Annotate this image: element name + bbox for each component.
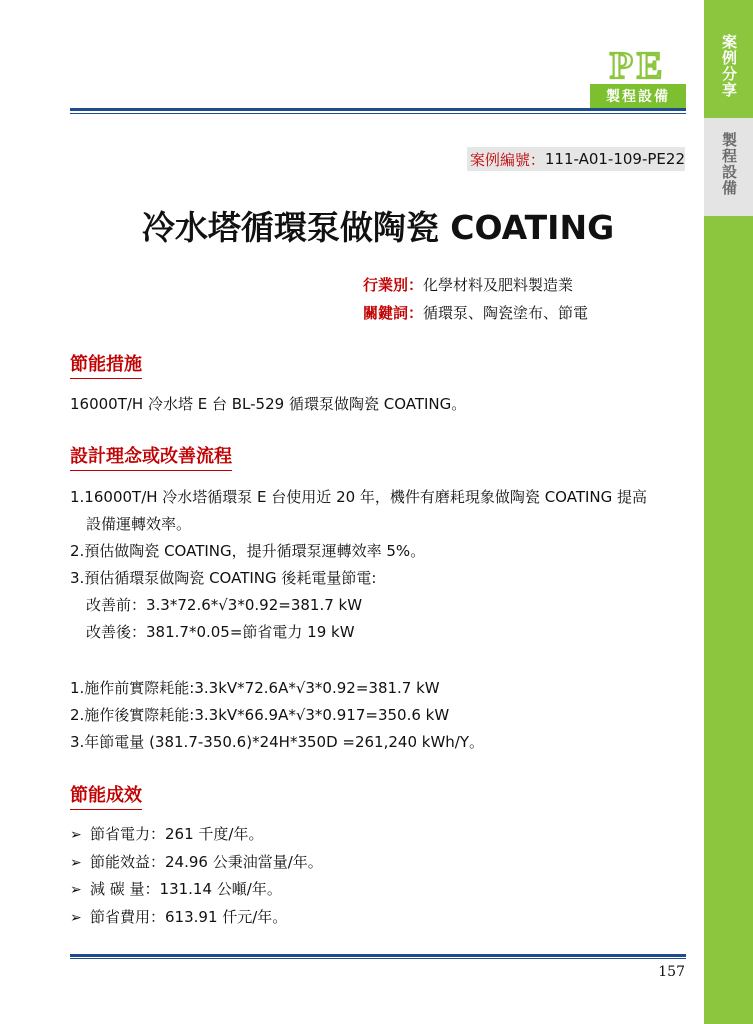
results-item bbox=[70, 906, 287, 927]
design-line: 1.施作前實際耗能:3.3kV*72.6A*√3*0.92=381.7 kW bbox=[70, 679, 440, 697]
sidebar-tab-label: 製程設備 bbox=[720, 132, 738, 196]
results-item-text: 節能效益：24.96 公秉油當量/年。 bbox=[90, 853, 323, 871]
keywords-label: 關鍵詞： bbox=[363, 304, 424, 322]
results-item-text: 減 碳 量：131.14 公噸/年。 bbox=[90, 880, 282, 898]
results-item-text: 節省電力：261 千度/年。 bbox=[90, 825, 264, 843]
results-item bbox=[70, 878, 282, 899]
case-number bbox=[467, 147, 685, 171]
design-line: 1.16000T/H 冷水塔循環泵 E 台使用近 20 年，機件有磨耗現象做陶瓷 COATING 提高 bbox=[70, 488, 648, 506]
arrow-bullet-icon: ➢ bbox=[70, 855, 82, 871]
arrow-bullet-icon: ➢ bbox=[70, 910, 82, 926]
category-badge: 製程設備 bbox=[590, 84, 686, 108]
pe-logo bbox=[593, 47, 683, 83]
sidebar-tab-label: 案例分享 bbox=[720, 34, 738, 98]
industry-value: 化學材料及肥料製造業 bbox=[423, 276, 574, 294]
measures-text: 16000T/H 冷水塔 E 台 BL-529 循環泵做陶瓷 COATING。 bbox=[70, 395, 467, 413]
case-number-value: 111-A01-109-PE22 bbox=[544, 150, 685, 168]
industry-label: 行業別： bbox=[363, 276, 424, 294]
design-line: 3.預估循環泵做陶瓷 COATING 後耗電量節電: bbox=[70, 569, 377, 587]
results-item bbox=[70, 823, 263, 844]
sidebar-tab-case-sharing[interactable] bbox=[704, 0, 753, 118]
footer-divider bbox=[70, 954, 686, 959]
header-divider bbox=[70, 108, 686, 114]
section-heading-measures: 節能措施 bbox=[70, 350, 142, 379]
results-item-text: 節省費用：613.91 仟元/年。 bbox=[90, 908, 288, 926]
design-line: 改善後：381.7*0.05=節省電力 19 kW bbox=[86, 623, 355, 641]
results-item bbox=[70, 851, 323, 872]
design-line: 改善前：3.3*72.6*√3*0.92=381.7 kW bbox=[86, 596, 363, 614]
case-number-label: 案例編號： bbox=[469, 150, 545, 169]
page-number: 157 bbox=[658, 964, 685, 980]
arrow-bullet-icon: ➢ bbox=[70, 882, 82, 898]
logo-text: PE bbox=[609, 47, 667, 83]
arrow-bullet-icon: ➢ bbox=[70, 827, 82, 843]
design-line: 2.預估做陶瓷 COATING，提升循環泵運轉效率 5%。 bbox=[70, 542, 426, 560]
design-line: 2.施作後實際耗能:3.3kV*66.9A*√3*0.917=350.6 kW bbox=[70, 706, 450, 724]
design-line: 設備運轉效率。 bbox=[86, 515, 192, 533]
section-heading-design: 設計理念或改善流程 bbox=[70, 442, 232, 471]
keywords-line bbox=[363, 302, 588, 323]
design-line: 3.年節電量 (381.7-350.6)*24H*350D =261,240 kWh/Y。 bbox=[70, 733, 485, 751]
sidebar-tab-process-equipment[interactable] bbox=[704, 118, 753, 216]
section-heading-results: 節能成效 bbox=[70, 781, 142, 810]
industry-line bbox=[363, 274, 573, 295]
keywords-value: 循環泵、陶瓷塗布、節電 bbox=[423, 304, 589, 322]
page-title: 冷水塔循環泵做陶瓷 COATING bbox=[141, 208, 615, 247]
